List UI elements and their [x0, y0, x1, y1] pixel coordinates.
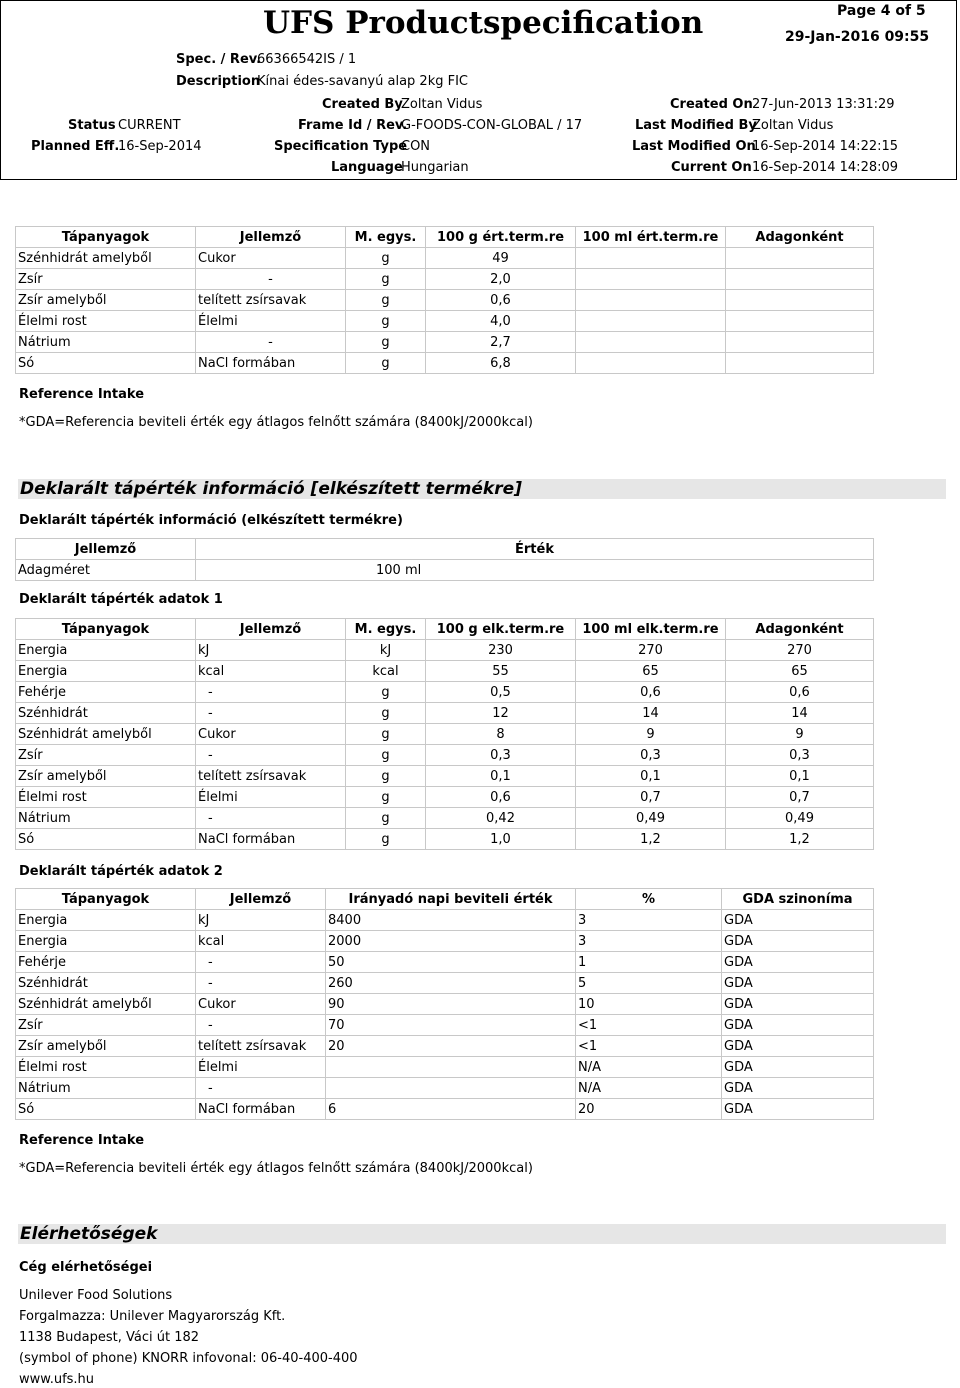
table-header-row	[16, 539, 874, 560]
table-cell	[726, 353, 874, 374]
table-cell: Zsír	[16, 1015, 196, 1036]
table-cell: Nátrium	[16, 808, 196, 829]
nutrition-table-raw	[15, 226, 874, 374]
column-header: 100 g ért.term.re	[426, 227, 576, 248]
current-on-value: 16-Sep-2014 14:28:09	[752, 160, 899, 175]
table-cell: kJ	[346, 640, 426, 661]
table-cell: GDA	[722, 1057, 874, 1078]
table-row	[16, 994, 874, 1015]
serving-size-value: 100 ml	[196, 560, 874, 581]
table-cell: GDA	[722, 1036, 874, 1057]
table-cell: g	[346, 787, 426, 808]
planned-eff-value: 16-Sep-2014	[118, 139, 202, 154]
table-row	[16, 1099, 874, 1120]
table-cell: g	[346, 808, 426, 829]
table-cell	[726, 248, 874, 269]
table-cell: 10	[576, 994, 722, 1015]
table-cell: 2,7	[426, 332, 576, 353]
table-cell: 0,7	[726, 787, 874, 808]
table-cell: 2000	[326, 931, 576, 952]
table-cell: Cukor	[196, 248, 346, 269]
table-cell: telített zsírsavak	[196, 766, 346, 787]
table-cell: Só	[16, 829, 196, 850]
serving-size-label: Adagméret	[16, 560, 196, 581]
table-cell	[326, 1057, 576, 1078]
table-cell: Cukor	[196, 724, 346, 745]
table-cell: g	[346, 745, 426, 766]
current-on-label: Current On	[671, 160, 752, 175]
table-cell: 3	[576, 910, 722, 931]
table-cell: 20	[326, 1036, 576, 1057]
gda-note: *GDA=Referencia beviteli érték egy átlagos felnőtt számára (8400kJ/2000kcal)	[19, 415, 533, 430]
declared-data-1-title: Deklarált tápérték adatok 1	[19, 592, 223, 607]
table-cell: GDA	[722, 910, 874, 931]
table-cell: g	[346, 332, 426, 353]
table-cell: 2,0	[426, 269, 576, 290]
table-cell: 0,6	[426, 787, 576, 808]
table-cell: Energia	[16, 910, 196, 931]
table-cell	[576, 290, 726, 311]
table-cell: 0,3	[726, 745, 874, 766]
table-cell: telített zsírsavak	[196, 1036, 326, 1057]
table-cell: Zsír amelyből	[16, 766, 196, 787]
table-cell: Fehérje	[16, 952, 196, 973]
table-cell: Szénhidrát amelyből	[16, 994, 196, 1015]
table-cell	[576, 353, 726, 374]
table-cell: 4,0	[426, 311, 576, 332]
table-cell: 3	[576, 931, 722, 952]
table-cell: 9	[576, 724, 726, 745]
table-cell: kcal	[196, 931, 326, 952]
table-cell: GDA	[722, 1099, 874, 1120]
table-cell	[576, 311, 726, 332]
table-cell: 14	[726, 703, 874, 724]
table-row	[16, 290, 874, 311]
gda-table	[15, 888, 874, 1120]
declared-data-2-title: Deklarált tápérték adatok 2	[19, 864, 223, 879]
table-cell: 0,49	[576, 808, 726, 829]
table-cell: Szénhidrát	[16, 973, 196, 994]
table-cell	[326, 1078, 576, 1099]
status-value: CURRENT	[118, 118, 181, 133]
language-label: Language	[331, 160, 403, 175]
column-header: Adagonként	[726, 619, 874, 640]
created-on-value: 27-Jun-2013 13:31:29	[752, 97, 895, 112]
contact-line: (symbol of phone) KNORR infovonal: 06-40-400-400	[19, 1351, 358, 1366]
table-row	[16, 640, 874, 661]
table-cell: 1,0	[426, 829, 576, 850]
table-row	[16, 910, 874, 931]
table-cell: 0,5	[426, 682, 576, 703]
table-row	[16, 682, 874, 703]
table-cell: Szénhidrát amelyből	[16, 248, 196, 269]
table-cell: 0,7	[576, 787, 726, 808]
table-cell: 12	[426, 703, 576, 724]
table-cell	[576, 269, 726, 290]
table-cell: Energia	[16, 661, 196, 682]
table-cell: -	[196, 1078, 326, 1099]
print-date: 29-Jan-2016 09:55	[785, 29, 930, 45]
table-cell: Energia	[16, 640, 196, 661]
table-cell: g	[346, 311, 426, 332]
table-row	[16, 973, 874, 994]
column-header: GDA szinoníma	[722, 889, 874, 910]
table-row	[16, 269, 874, 290]
last-modified-by-value: Zoltan Vidus	[752, 118, 834, 133]
table-row	[16, 724, 874, 745]
frame-label: Frame Id / Rev.	[298, 118, 408, 133]
table-cell: Zsír amelyből	[16, 290, 196, 311]
table-row	[16, 808, 874, 829]
table-cell: 260	[326, 973, 576, 994]
table-cell	[726, 311, 874, 332]
frame-value: G-FOODS-CON-GLOBAL / 17	[401, 118, 583, 133]
table-cell: -	[196, 703, 346, 724]
planned-eff-label: Planned Eff.	[31, 139, 120, 154]
table-header-row	[16, 889, 874, 910]
table-cell: GDA	[722, 952, 874, 973]
table-cell: 0,6	[576, 682, 726, 703]
table-cell: NaCl formában	[196, 353, 346, 374]
table-cell	[726, 269, 874, 290]
table-cell: -	[196, 269, 346, 290]
table-cell: GDA	[722, 994, 874, 1015]
table-row	[16, 829, 874, 850]
table-cell: 70	[326, 1015, 576, 1036]
table-cell: -	[196, 973, 326, 994]
table-cell: g	[346, 703, 426, 724]
table-cell: 14	[576, 703, 726, 724]
last-modified-on-label: Last Modified On	[632, 139, 756, 154]
table-cell: -	[196, 1015, 326, 1036]
table-cell: 8400	[326, 910, 576, 931]
table-row	[16, 1036, 874, 1057]
section-heading-contacts: Elérhetőségek	[18, 1224, 946, 1244]
table-cell: g	[346, 724, 426, 745]
table-cell: Zsír amelyből	[16, 1036, 196, 1057]
column-header: Tápanyagok	[16, 619, 196, 640]
contact-line: Forgalmazza: Unilever Magyarország Kft.	[19, 1309, 286, 1324]
language-value: Hungarian	[401, 160, 469, 175]
table-row	[16, 353, 874, 374]
reference-intake-title: Reference Intake	[19, 1133, 145, 1148]
table-header-row	[16, 227, 874, 248]
table-row	[16, 952, 874, 973]
table-cell: 9	[726, 724, 874, 745]
table-cell: 0,49	[726, 808, 874, 829]
table-cell: Élelmi	[196, 787, 346, 808]
table-cell: <1	[576, 1015, 722, 1036]
document-title: UFS Productspecification	[263, 5, 704, 41]
table-cell: Élelmi rost	[16, 787, 196, 808]
column-header: Jellemző	[196, 227, 346, 248]
document-header	[0, 0, 957, 180]
column-header: Tápanyagok	[16, 889, 196, 910]
last-modified-on-value: 16-Sep-2014 14:22:15	[752, 139, 899, 154]
table-row	[16, 332, 874, 353]
table-cell: -	[196, 332, 346, 353]
table-cell: Energia	[16, 931, 196, 952]
table-cell: GDA	[722, 1015, 874, 1036]
table-row	[16, 745, 874, 766]
table-cell: 270	[576, 640, 726, 661]
column-header: Adagonként	[726, 227, 874, 248]
created-by-value: Zoltan Vidus	[401, 97, 483, 112]
column-header: M. egys.	[346, 227, 426, 248]
table-cell: GDA	[722, 973, 874, 994]
table-row	[16, 248, 874, 269]
table-cell: 230	[426, 640, 576, 661]
column-header: Jellemző	[16, 539, 196, 560]
page-number: Page 4 of 5	[837, 3, 926, 19]
table-cell: GDA	[722, 931, 874, 952]
table-cell: g	[346, 353, 426, 374]
table-row	[16, 311, 874, 332]
table-cell: kJ	[196, 640, 346, 661]
table-header-row	[16, 619, 874, 640]
spec-rev-label: Spec. / Rev.	[176, 52, 262, 67]
table-cell: 6,8	[426, 353, 576, 374]
contact-line: Unilever Food Solutions	[19, 1288, 173, 1303]
table-cell: 49	[426, 248, 576, 269]
table-cell: Nátrium	[16, 1078, 196, 1099]
website-link[interactable]: www.ufs.hu	[19, 1372, 95, 1387]
table-cell: 270	[726, 640, 874, 661]
reference-intake-title: Reference Intake	[19, 387, 145, 402]
table-cell: 0,1	[576, 766, 726, 787]
table-row	[16, 1078, 874, 1099]
table-cell: Élelmi	[196, 1057, 326, 1078]
table-cell: 0,3	[426, 745, 576, 766]
table-cell: 20	[576, 1099, 722, 1120]
table-cell: kcal	[196, 661, 346, 682]
table-cell: 0,1	[426, 766, 576, 787]
table-cell	[576, 332, 726, 353]
table-cell: 0,6	[426, 290, 576, 311]
table-cell: 55	[426, 661, 576, 682]
table-row	[16, 931, 874, 952]
table-cell: 1,2	[726, 829, 874, 850]
declared-subtitle: Deklarált tápérték információ (elkészített termékre)	[19, 513, 403, 528]
gda-note: *GDA=Referencia beviteli érték egy átlagos felnőtt számára (8400kJ/2000kcal)	[19, 1161, 533, 1176]
column-header: Irányadó napi beviteli érték	[326, 889, 576, 910]
table-cell: Zsír	[16, 269, 196, 290]
table-cell: -	[196, 682, 346, 703]
table-cell: -	[196, 952, 326, 973]
table-cell: Zsír	[16, 745, 196, 766]
column-header: 100 g elk.term.re	[426, 619, 576, 640]
column-header: Jellemző	[196, 889, 326, 910]
table-cell: Szénhidrát amelyből	[16, 724, 196, 745]
table-cell: 0,42	[426, 808, 576, 829]
table-row	[16, 560, 874, 581]
column-header: Jellemző	[196, 619, 346, 640]
table-cell: g	[346, 290, 426, 311]
table-row	[16, 1015, 874, 1036]
spec-type-label: Specification Type	[274, 139, 408, 154]
table-cell: g	[346, 682, 426, 703]
table-cell: N/A	[576, 1078, 722, 1099]
serving-size-table	[15, 538, 874, 581]
table-row	[16, 766, 874, 787]
table-cell: g	[346, 269, 426, 290]
table-cell: -	[196, 808, 346, 829]
table-cell: Só	[16, 1099, 196, 1120]
table-cell: 8	[426, 724, 576, 745]
table-cell: NaCl formában	[196, 829, 346, 850]
contact-line: 1138 Budapest, Váci út 182	[19, 1330, 200, 1345]
table-cell: Cukor	[196, 994, 326, 1015]
table-row	[16, 661, 874, 682]
spec-rev-value: 66366542IS / 1	[257, 52, 357, 67]
table-cell	[726, 332, 874, 353]
table-cell: <1	[576, 1036, 722, 1057]
table-cell: Szénhidrát	[16, 703, 196, 724]
table-cell: Fehérje	[16, 682, 196, 703]
table-cell: GDA	[722, 1078, 874, 1099]
table-cell: 5	[576, 973, 722, 994]
last-modified-by-label: Last Modified By	[635, 118, 757, 133]
table-cell: 0,3	[576, 745, 726, 766]
table-cell: g	[346, 766, 426, 787]
table-cell: 50	[326, 952, 576, 973]
column-header: %	[576, 889, 722, 910]
column-header: M. egys.	[346, 619, 426, 640]
table-row	[16, 703, 874, 724]
table-cell: Nátrium	[16, 332, 196, 353]
contacts-title: Cég elérhetőségei	[19, 1260, 153, 1275]
table-cell: Só	[16, 353, 196, 374]
description-label: Description	[176, 74, 261, 89]
description-value: Kínai édes-savanyú alap 2kg FIC	[257, 74, 469, 89]
table-row	[16, 1057, 874, 1078]
spec-type-value: CON	[401, 139, 431, 154]
table-cell	[576, 248, 726, 269]
table-cell: 0,6	[726, 682, 874, 703]
table-cell: 65	[576, 661, 726, 682]
table-cell: g	[346, 248, 426, 269]
column-header: 100 ml ért.term.re	[576, 227, 726, 248]
table-cell: 0,1	[726, 766, 874, 787]
column-header: Tápanyagok	[16, 227, 196, 248]
table-cell: Élelmi rost	[16, 311, 196, 332]
status-label: Status	[68, 118, 116, 133]
table-cell: kJ	[196, 910, 326, 931]
table-cell: -	[196, 745, 346, 766]
table-cell: telített zsírsavak	[196, 290, 346, 311]
table-cell: Élelmi rost	[16, 1057, 196, 1078]
table-cell: 6	[326, 1099, 576, 1120]
nutrition-table-prepared	[15, 618, 874, 850]
table-cell: Élelmi	[196, 311, 346, 332]
column-header: Érték	[196, 539, 874, 560]
table-cell: NaCl formában	[196, 1099, 326, 1120]
table-cell: kcal	[346, 661, 426, 682]
table-cell: N/A	[576, 1057, 722, 1078]
section-heading-declared-nutrition: Deklarált tápérték információ [elkészített termékre]	[18, 479, 946, 499]
column-header: 100 ml elk.term.re	[576, 619, 726, 640]
table-cell	[726, 290, 874, 311]
table-row	[16, 787, 874, 808]
table-cell: 1,2	[576, 829, 726, 850]
table-cell: g	[346, 829, 426, 850]
created-by-label: Created By	[322, 97, 403, 112]
table-cell: 90	[326, 994, 576, 1015]
table-cell: 65	[726, 661, 874, 682]
table-cell: 1	[576, 952, 722, 973]
created-on-label: Created On	[670, 97, 753, 112]
